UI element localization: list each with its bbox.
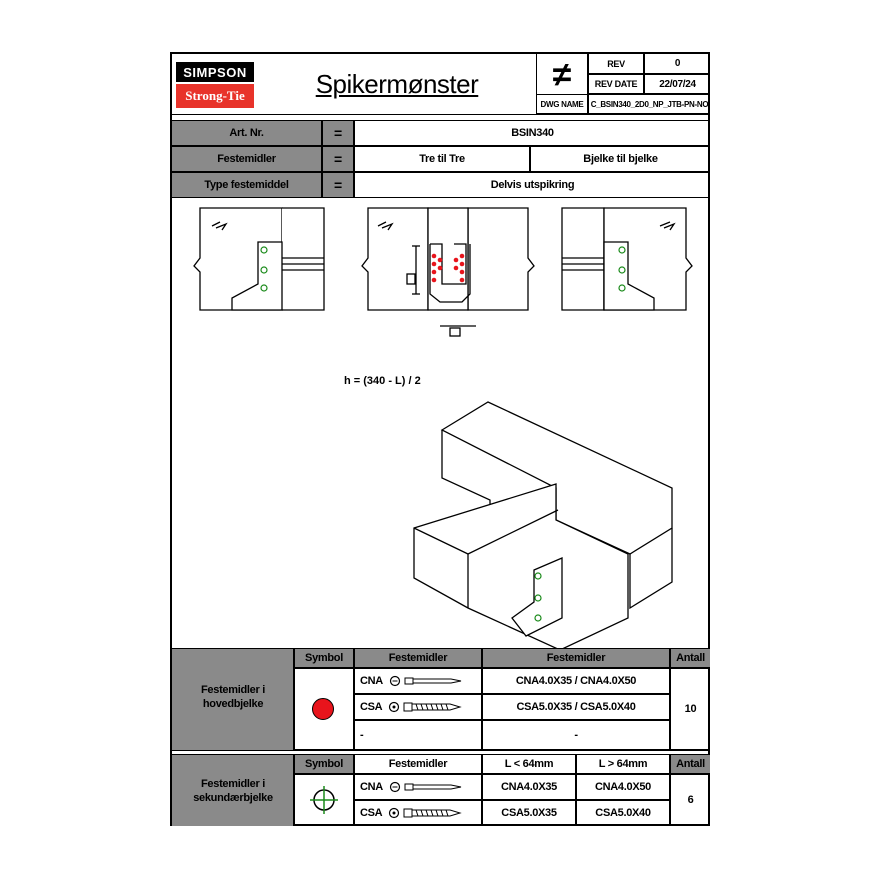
table1-row-3-name: - bbox=[354, 720, 482, 750]
front-view-center bbox=[362, 208, 534, 336]
table2-row-label-cell bbox=[172, 754, 294, 826]
table2-antall-header: Antall bbox=[670, 754, 710, 774]
screw-icon bbox=[388, 700, 478, 714]
table1-festemidler-header-2: Festemidler bbox=[482, 648, 670, 668]
table1-row-1-spec: CNA4.0X35 / CNA4.0X50 bbox=[482, 668, 670, 694]
festemidler-label: Festemidler bbox=[172, 146, 322, 172]
table1-festemidler-header: Festemidler bbox=[354, 648, 482, 668]
dwg-name-label: DWG NAME bbox=[536, 94, 588, 114]
table1-row-label: Festemidler i hovedbjelke bbox=[201, 684, 265, 710]
fastener-name: CSA bbox=[360, 807, 383, 819]
simpson-logo: SIMPSON bbox=[176, 62, 254, 82]
table2-row-1-name bbox=[354, 774, 482, 800]
screw-icon bbox=[388, 806, 478, 820]
table2-row-1-long: CNA4.0X50 bbox=[576, 774, 670, 800]
fastener-name: CSA bbox=[360, 701, 383, 713]
table1-row-label-cell bbox=[172, 648, 294, 750]
not-equal-icon: ≠ bbox=[552, 55, 572, 94]
table2-symbol-cell bbox=[294, 774, 354, 826]
table1-row-2-spec: CSA5.0X35 / CSA5.0X40 bbox=[482, 694, 670, 720]
table2-row-2-short: CSA5.0X35 bbox=[482, 800, 576, 826]
drawing-sheet bbox=[170, 52, 710, 826]
equals-sign: = bbox=[322, 146, 354, 172]
table2-row-label: Festemidler i sekundærbjelke bbox=[193, 778, 273, 804]
table2-symbol-header: Symbol bbox=[294, 754, 354, 774]
table1-symbol-header: Symbol bbox=[294, 648, 354, 668]
type-value: Delvis utspikring bbox=[354, 172, 710, 198]
page-title: Spikermønster bbox=[315, 68, 479, 99]
table1-antall-value: 10 bbox=[670, 668, 710, 750]
equals-sign: = bbox=[322, 120, 354, 146]
rev-date-label: REV DATE bbox=[588, 74, 644, 94]
festemidler-value-1: Tre til Tre bbox=[354, 146, 530, 172]
art-nr-label: Art. Nr. bbox=[172, 120, 322, 146]
table2-short-header: L < 64mm bbox=[482, 754, 576, 774]
table1-row-1-name bbox=[354, 668, 482, 694]
table2-row-2-name bbox=[354, 800, 482, 826]
formula-text: h = (340 - L) / 2 bbox=[344, 375, 421, 387]
table1-row-3-spec: - bbox=[482, 720, 670, 750]
isometric-view bbox=[414, 402, 672, 648]
table2-row-2-long: CSA5.0X40 bbox=[576, 800, 670, 826]
table1-row-2-name bbox=[354, 694, 482, 720]
nail-icon bbox=[389, 674, 479, 688]
equals-sign: = bbox=[322, 172, 354, 198]
rev-date-value: 22/07/24 bbox=[644, 74, 710, 94]
nail-icon bbox=[389, 780, 479, 794]
dwg-name-value: C_BSIN340_2D0_NP_JTB-PN-NO bbox=[588, 94, 710, 114]
side-view-right bbox=[562, 208, 692, 310]
table1-antall-header: Antall bbox=[670, 648, 710, 668]
table2-long-header: L > 64mm bbox=[576, 754, 670, 774]
crosshair-icon bbox=[309, 785, 339, 815]
strong-tie-logo: Strong-Tie bbox=[176, 84, 254, 108]
rev-value: 0 bbox=[644, 54, 710, 74]
side-view-left bbox=[194, 208, 324, 310]
table2-row-1-short: CNA4.0X35 bbox=[482, 774, 576, 800]
table2-festemidler-header: Festemidler bbox=[354, 754, 482, 774]
type-label: Type festemiddel bbox=[172, 172, 322, 198]
rev-label: REV bbox=[588, 54, 644, 74]
technical-drawing bbox=[172, 198, 708, 648]
table1-symbol-cell bbox=[294, 668, 354, 750]
fastener-name: CNA bbox=[360, 675, 383, 687]
festemidler-value-2: Bjelke til bjelke bbox=[530, 146, 710, 172]
art-nr-value: BSIN340 bbox=[354, 120, 710, 146]
red-dot-icon bbox=[312, 698, 334, 720]
fastener-name: CNA bbox=[360, 781, 383, 793]
table2-antall-value: 6 bbox=[670, 774, 710, 826]
